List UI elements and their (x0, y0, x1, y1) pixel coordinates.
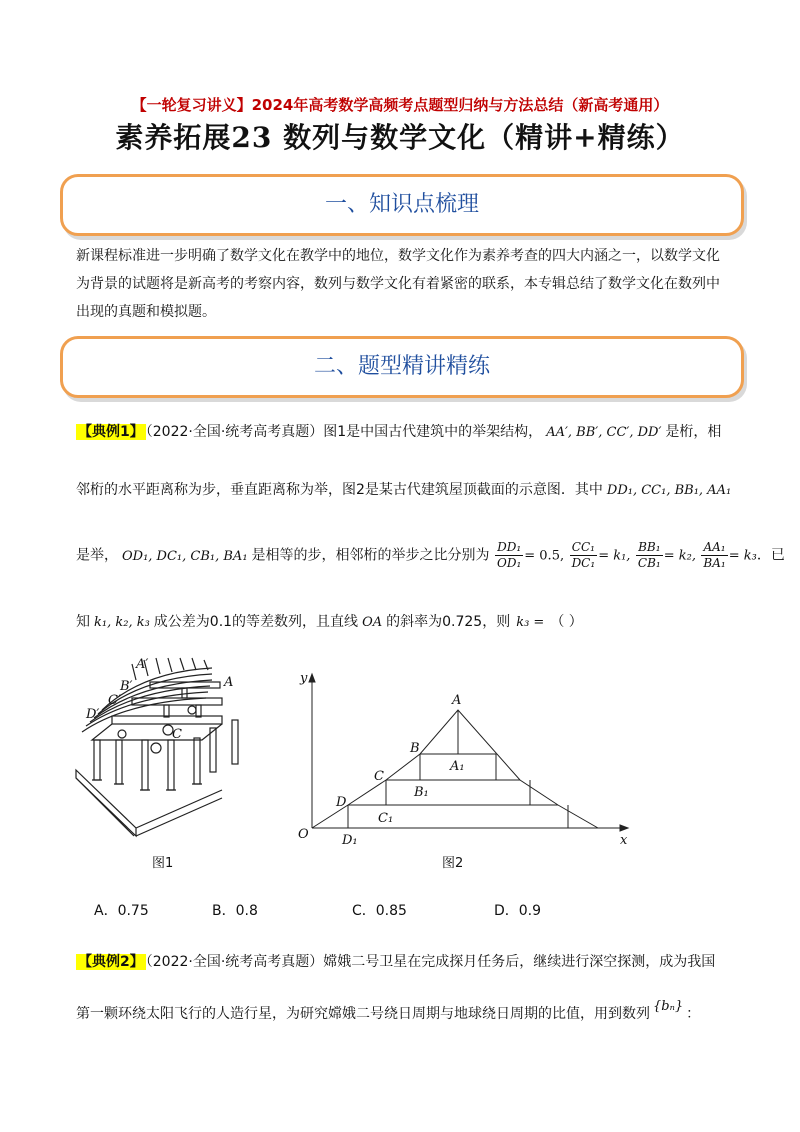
example1-line4-b: 成公差为0.1的等差数列，且直线 (153, 614, 359, 630)
example1-tag: 【典例1】 (78, 424, 144, 440)
ratio-2-num: CC₁ (570, 540, 598, 556)
example2-line-2 (76, 999, 746, 1027)
fig2-label-o: O (298, 827, 309, 842)
example1-line4-math3: k₃ = (516, 615, 545, 630)
example1-source: （2022·全国·统考高考真题）图1是中国古代建筑中的举架结构， (145, 424, 543, 440)
example2-sequence-math: {bₙ} (653, 999, 684, 1014)
example1-line4-c: 的斜率为0.725，则 (386, 614, 511, 630)
example1-line3-b: 是相等的步，相邻桁的举步之比分别为 (251, 547, 490, 564)
example1-line2-math: DD₁, CC₁, BB₁, AA₁ (606, 483, 732, 498)
example1-line4-a: 知 (76, 614, 90, 630)
example1-line4-d: （ ） (550, 614, 583, 630)
example2-line-1 (76, 950, 746, 974)
example1-line3-c: ．已 (756, 547, 785, 564)
intro-line-3: 出现的真题和模拟题。 (76, 304, 216, 320)
ratio-1-num: DD₁ (495, 540, 523, 556)
ratio-1-val: = 0.5, (524, 548, 565, 564)
section-knowledge-box (60, 174, 744, 236)
example2-line2-text: 第一颗环绕太阳飞行的人造行星，为研究嫦娥二号绕日周期与地球绕日周期的比值，用到数列 (76, 1006, 650, 1022)
ratio-3-den: CB₁ (637, 556, 661, 570)
figure-1-caption: 图1 (152, 856, 174, 871)
intro-line-2: 为背景的试题将是新高考的考察内容，数列与数学文化有着紧密的联系，本专辑总结了数学文化在数列中 (76, 276, 720, 292)
example2-line2-end: ： (686, 1006, 701, 1022)
ratio-2-den: DC₁ (571, 556, 596, 570)
ratio-2 (570, 540, 598, 571)
example2-tag: 【典例2】 (78, 954, 144, 970)
fig2-label-a1: A₁ (450, 759, 465, 774)
fig2-y-arrow (309, 674, 315, 682)
ratio-3-num: BB₁ (636, 540, 663, 556)
fig1-label-b-prime: B′ (120, 679, 133, 694)
example1-beams-text: 是桁，相 (665, 424, 722, 440)
choice-a: A．0.75 (94, 903, 149, 919)
example1-beams-math: AA′, BB′, CC′, DD′ (546, 425, 662, 440)
example1-line-2 (76, 478, 746, 503)
ratio-4-num: AA₁ (701, 540, 727, 556)
fig2-x-arrow (620, 825, 628, 831)
ratio-3 (636, 540, 663, 571)
example1-line-1 (76, 420, 746, 445)
fig1-label-c-prime: C′ (108, 693, 121, 708)
fig1-label-a: A (224, 675, 234, 690)
fig2-label-a: A (452, 693, 462, 708)
example1-line3-math: OD₁, DC₁, CB₁, BA₁ (122, 548, 248, 564)
figure-2-diagram (290, 668, 640, 848)
figure-1-illustration (72, 650, 272, 840)
example1-line-3 (76, 540, 785, 571)
ratio-1 (495, 540, 523, 571)
example2-line1-text: （2022·全国·统考高考真题）嫦娥二号卫星在完成探月任务后，继续进行深空探测，成为我国 (145, 954, 716, 970)
example1-line4-math2: OA (362, 615, 383, 630)
fig2-label-c: C (374, 769, 384, 784)
ratio-3-val: = k₂, (663, 548, 696, 564)
example1-line-4 (76, 610, 746, 635)
fig2-label-c1: C₁ (378, 811, 394, 826)
fig2-label-b1: B₁ (414, 785, 429, 800)
section-examples-title: 二、题型精讲精练 (313, 354, 490, 379)
ratio-4-val: = k₃ (728, 548, 757, 564)
intro-line-1: 新课程标准进一步明确了数学文化在教学中的地位，数学文化作为素养考查的四大内涵之一，以数学文化 (76, 248, 720, 264)
section-knowledge-title: 一、知识点梳理 (324, 192, 479, 217)
fig2-label-d: D (336, 795, 347, 810)
fig1-label-a-prime: A′ (136, 657, 149, 672)
fig1-label-d-prime: D′ (86, 707, 100, 722)
intro-paragraph (76, 242, 744, 326)
fig2-label-b: B (410, 741, 420, 756)
figure-2-caption: 图2 (442, 856, 464, 871)
choice-c: C．0.85 (352, 903, 407, 919)
choice-d: D．0.9 (494, 903, 542, 919)
section-examples-box (60, 336, 744, 398)
ratio-4-den: BA₁ (703, 556, 726, 570)
series-title: 【一轮复习讲义】2024年高考数学高频考点题型归纳与方法总结（新高考通用） (131, 96, 669, 114)
example1-line4-math1: k₁, k₂, k₃ (94, 615, 150, 630)
example1-line3-a: 是举， (76, 547, 118, 564)
main-title: 素养拓展23 数列与数学文化（精讲+精练） (115, 121, 685, 154)
example1-line2-text: 邻桁的水平距离称为步，垂直距离称为举，图2是某古代建筑屋顶截面的示意图．其中 (76, 482, 603, 498)
fig2-label-y: y (300, 671, 308, 686)
ratio-4 (701, 540, 727, 571)
choice-b: B．0.8 (212, 903, 258, 919)
ratio-2-val: = k₁, (598, 548, 631, 564)
fig2-label-d1: D₁ (342, 833, 358, 848)
fig2-label-x: x (620, 833, 628, 848)
ratio-1-den: OD₁ (496, 556, 522, 570)
fig1-label-c: C (172, 727, 182, 742)
